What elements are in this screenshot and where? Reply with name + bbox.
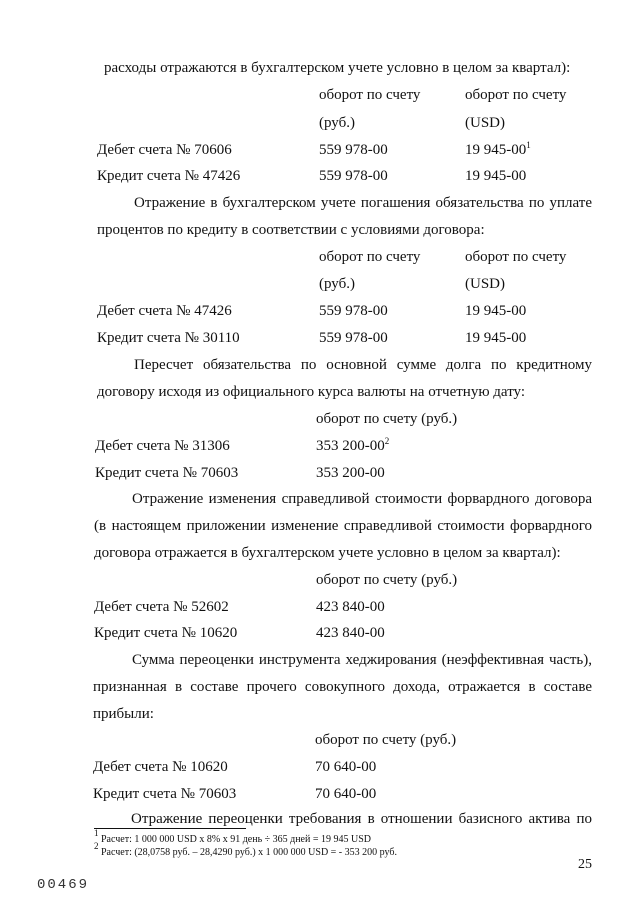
page-number: 25 (578, 857, 592, 872)
col-header-usd: оборот по счету (465, 87, 567, 103)
entry-rub: 423 840-00 (316, 625, 385, 641)
entry-rub: 559 978-00 (319, 142, 388, 158)
paragraph-line: Отражение переоценки требования в отношении базисного актива по (131, 811, 592, 827)
col-header-rub: оборот по счету (319, 249, 421, 265)
entry-label: Дебет счета № 52602 (94, 599, 229, 615)
col-header-rub-single: оборот по счету (руб.) (316, 411, 458, 427)
entry-label: Кредит счета № 10620 (94, 625, 238, 641)
paragraph-line: процентов по кредиту в соответствии с условиями договора: (97, 222, 485, 238)
paragraph-line: Пересчет обязательства по основной сумме долга по кредитному (134, 357, 592, 373)
col-unit-usd: (USD) (465, 115, 505, 131)
paragraph-line: договору исходя из официального курса валюты на отчетную дату: (97, 384, 526, 400)
footnote (94, 828, 371, 846)
col-unit-usd: (USD) (465, 276, 505, 292)
entry-rub: 559 978-00 (319, 303, 388, 319)
entry-rub: 70 640-00 (315, 786, 377, 802)
paragraph-line: Сумма переоценки инструмента хеджирования (неэффективная часть), (132, 652, 592, 668)
col-header-rub-single: оборот по счету (руб.) (316, 572, 458, 588)
entry-label: Кредит счета № 47426 (97, 168, 241, 184)
footnote-ref: 2 (384, 436, 390, 446)
entry-label: Дебет счета № 70606 (97, 142, 232, 158)
paragraph-line: договора отражается в бухгалтерском учете условно в целом за квартал): (94, 545, 561, 561)
entry-label: Кредит счета № 70603 (93, 786, 237, 802)
entry-label: Дебет счета № 47426 (97, 303, 232, 319)
footnote-ref: 1 (526, 140, 531, 150)
footnote-mark: 1 (94, 828, 99, 838)
entry-usd (465, 141, 531, 159)
entry-rub: 353 200-00 (316, 465, 385, 481)
paragraph-line: (в настоящем приложении изменение справедливой стоимости форвардного (94, 518, 592, 534)
intro-line: расходы отражаются в бухгалтерском учете условно в целом за квартал): (104, 60, 571, 76)
entry-usd: 19 945-00 (465, 168, 527, 184)
col-header-rub-single: оборот по счету (руб.) (315, 732, 457, 748)
footnote-separator (94, 828, 246, 829)
footnote-mark: 2 (94, 841, 99, 851)
footnote (94, 841, 397, 859)
entry-rub: 70 640-00 (315, 759, 377, 775)
paragraph-line: Отражение в бухгалтерском учете погашения обязательства по уплате (134, 195, 592, 211)
entry-rub: 559 978-00 (319, 168, 388, 184)
entry-label: Кредит счета № 30110 (97, 330, 240, 346)
paragraph-line: Отражение изменения справедливой стоимости форвардного договора (132, 491, 592, 507)
col-header-usd: оборот по счету (465, 249, 567, 265)
entry-rub: 559 978-00 (319, 330, 388, 346)
archive-stamp: 00469 (37, 877, 90, 893)
entry-usd-value: 19 945-00 (465, 142, 527, 158)
entry-rub (316, 437, 389, 455)
entry-rub: 423 840-00 (316, 599, 385, 615)
paragraph-line: признанная в составе прочего совокупного дохода, отражается в составе (93, 679, 592, 695)
entry-label: Кредит счета № 70603 (95, 465, 239, 481)
entry-usd: 19 945-00 (465, 330, 527, 346)
footnote-text: Расчет: (28,0758 руб. – 28,4290 руб.) x 1 000 000 USD = - 353 200 руб. (98, 847, 397, 858)
col-unit-rub: (руб.) (319, 276, 355, 292)
col-header-rub: оборот по счету (319, 87, 421, 103)
entry-label: Дебет счета № 10620 (93, 759, 228, 775)
footnote-text: Расчет: 1 000 000 USD x 8% x 91 день ÷ 365 дней = 19 945 USD (98, 834, 371, 845)
entry-rub-value: 353 200-00 (316, 438, 385, 454)
entry-usd: 19 945-00 (465, 303, 527, 319)
paragraph-line: прибыли: (93, 706, 154, 722)
col-unit-rub: (руб.) (319, 115, 355, 131)
entry-label: Дебет счета № 31306 (95, 438, 230, 454)
